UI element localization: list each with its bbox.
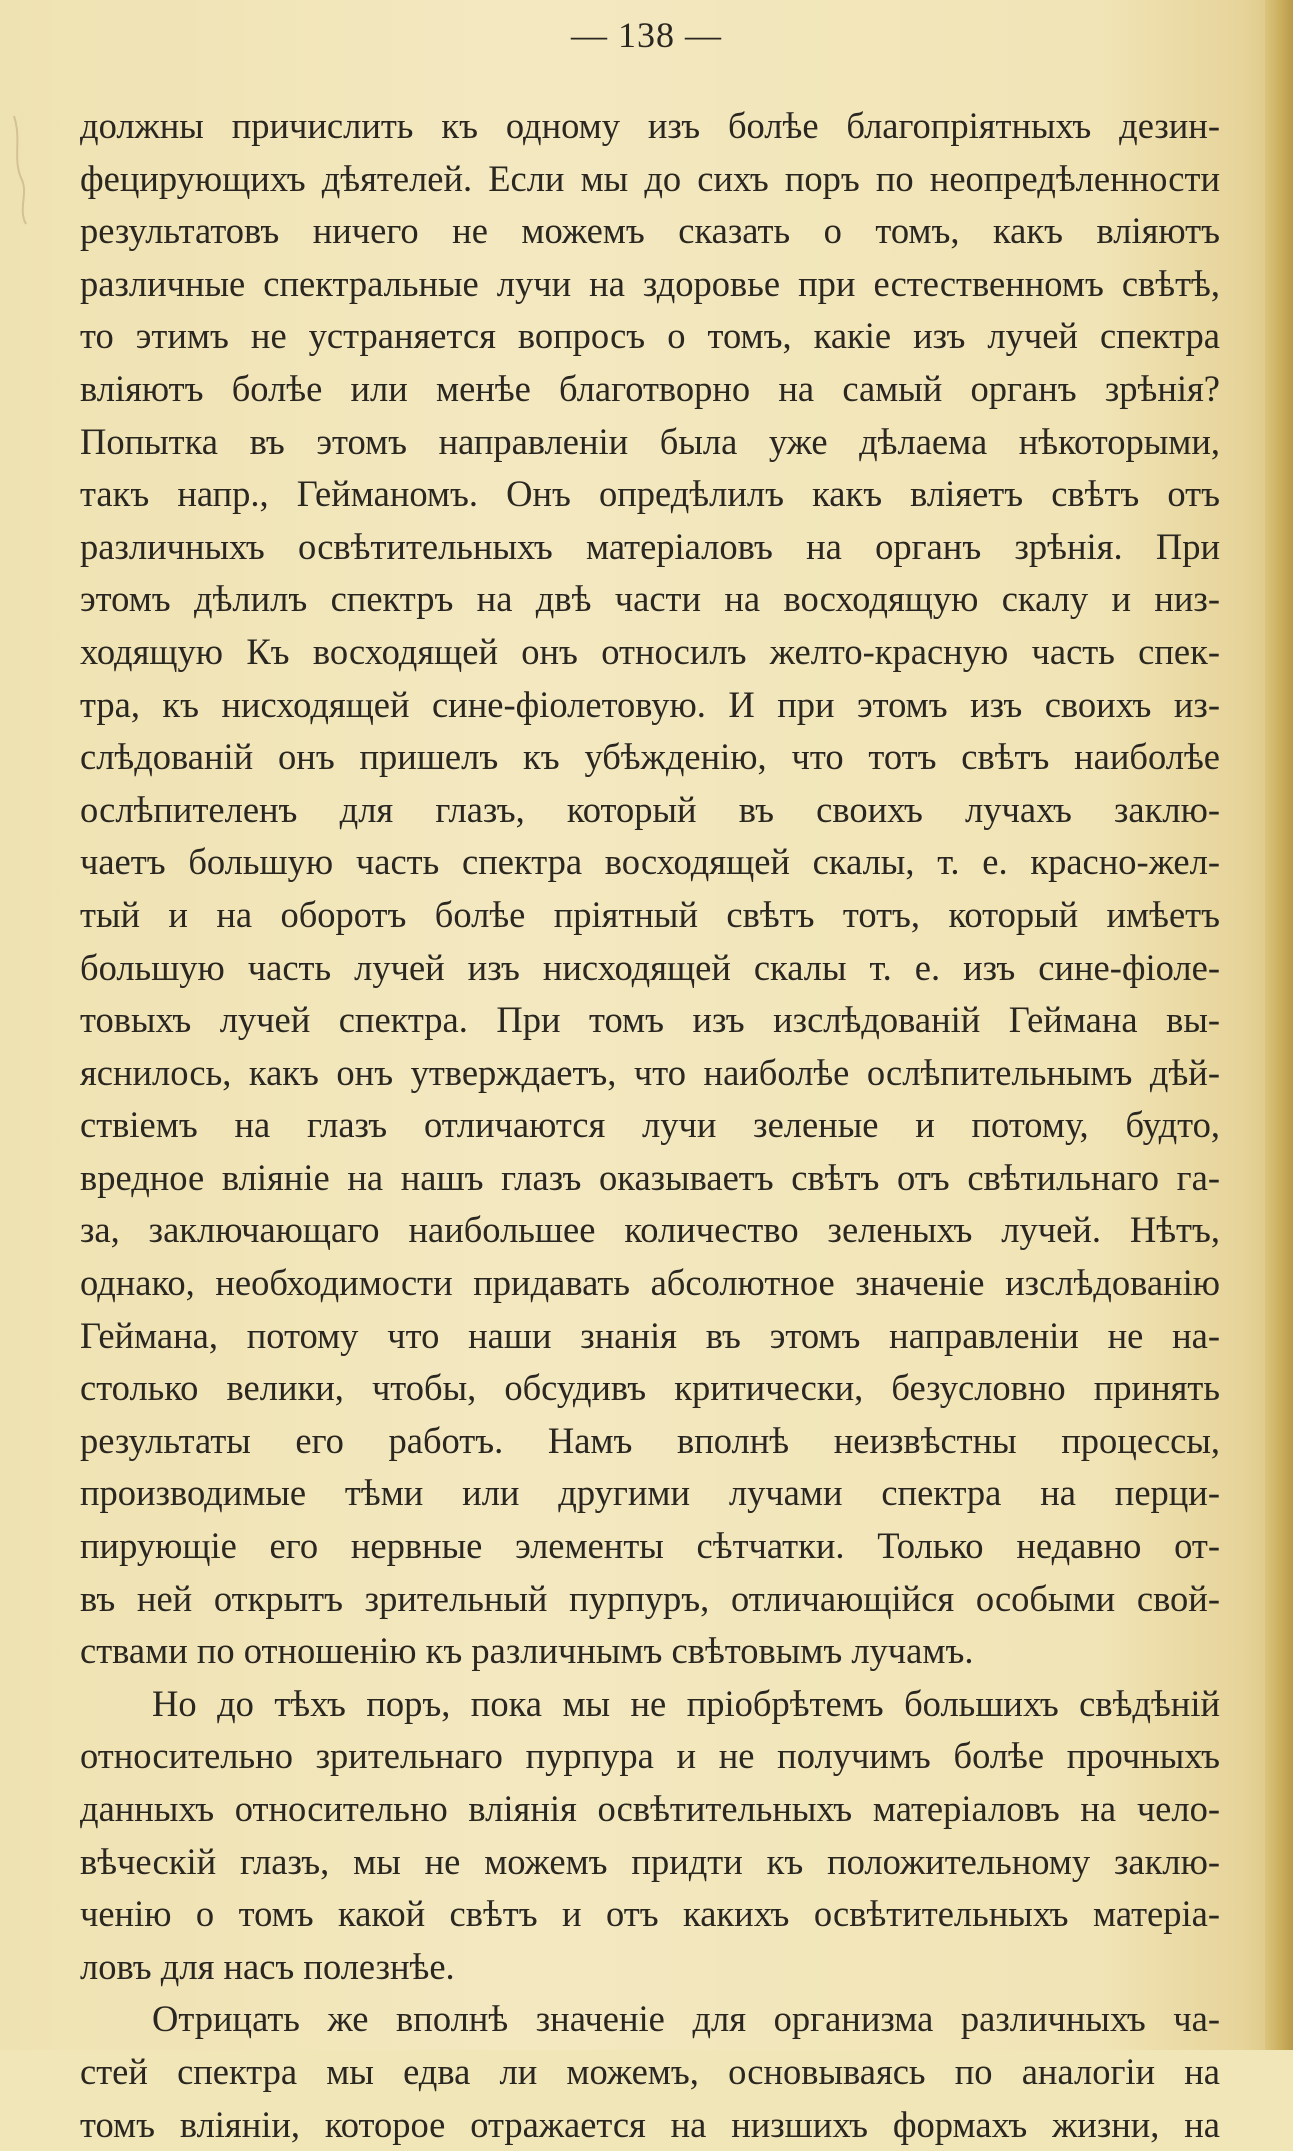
text-line: результатовъ ничего не можемъ сказать о томъ, какъ вліяютъ [80, 210, 1220, 252]
text-line: томъ вліяніи, которое отражается на низшихъ формахъ жизни, на [80, 2103, 1220, 2145]
text-line: Попытка въ этомъ направленіи была уже дѣлаема нѣкоторыми, [80, 420, 1220, 462]
text-line: слѣдованій онъ пришелъ къ убѣжденію, что тотъ свѣтъ наиболѣе [80, 736, 1220, 778]
text-line: Но до тѣхъ поръ, пока мы не пріобрѣтемъ большихъ свѣдѣній [152, 1682, 1220, 1724]
paragraph [80, 100, 1220, 1678]
text-line: однако, необходимости придавать абсолютное значеніе изслѣдованію [80, 1262, 1220, 1304]
text-line: ловъ для насъ полезнѣе. [80, 1945, 455, 1987]
text-line: пирующіе его нервные элементы сѣтчатки. Только недавно от- [80, 1525, 1220, 1567]
text-line: такъ напр., Гейманомъ. Онъ опредѣлилъ какъ вліяетъ свѣтъ отъ [80, 473, 1220, 515]
body-text [80, 100, 1220, 2151]
text-line: чаетъ большую часть спектра восходящей скалы, т. е. красно-жел- [80, 841, 1220, 883]
text-line: вѣческій глазъ, мы не можемъ придти къ положительному заклю- [80, 1840, 1220, 1882]
pencil-margin-mark [8, 110, 54, 230]
text-line: тра, къ нисходящей сине-фіолетовую. И при этомъ изъ своихъ из- [80, 683, 1220, 725]
text-line: большую часть лучей изъ нисходящей скалы т. е. изъ сине-фіоле- [80, 946, 1220, 988]
text-line: должны причислить къ одному изъ болѣе благопріятныхъ дезин- [80, 105, 1220, 146]
paragraph [80, 1993, 1220, 2151]
text-line: Геймана, потому что наши знанія въ этомъ направленіи не на- [80, 1314, 1220, 1356]
text-line: ствами по отношенію къ различнымъ свѣтовымъ лучамъ. [80, 1630, 974, 1672]
text-line: вредное вліяніе на нашъ глазъ оказываетъ свѣтъ отъ свѣтильнаго га- [80, 1156, 1220, 1198]
text-line: ченію о томъ какой свѣтъ и отъ какихъ освѣтительныхъ матеріа- [80, 1893, 1220, 1935]
text-line: за, заключающаго наибольшее количество зеленыхъ лучей. Нѣтъ, [80, 1209, 1220, 1251]
text-line: стей спектра мы едва ли можемъ, основываясь по аналогіи на [80, 2050, 1220, 2092]
text-line: то этимъ не устраняется вопросъ о томъ, какіе изъ лучей спектра [80, 315, 1220, 357]
text-line: столько велики, чтобы, обсудивъ критически, безусловно принять [80, 1367, 1220, 1409]
text-line: фецирующихъ дѣятелей. Если мы до сихъ поръ по неопредѣленности [80, 157, 1220, 199]
text-line: данныхъ относительно вліянія освѣтительныхъ матеріаловъ на чело- [80, 1788, 1220, 1829]
text-line: производимые тѣми или другими лучами спектра на перци- [80, 1472, 1220, 1514]
book-gutter-edge [1265, 0, 1293, 2050]
text-line: различныхъ освѣтительныхъ матеріаловъ на органъ зрѣнія. При [80, 525, 1220, 567]
text-line: вліяютъ болѣе или менѣе благотворно на самый органъ зрѣнія? [80, 367, 1220, 409]
text-line: результаты его работъ. Намъ вполнѣ неизвѣстны процессы, [80, 1419, 1220, 1461]
text-line: ствіемъ на глазъ отличаются лучи зеленые и потому, будто, [80, 1104, 1220, 1146]
text-line: ходящую Къ восходящей онъ относилъ желто-красную часть спек- [80, 630, 1220, 672]
text-line: въ ней открытъ зрительный пурпуръ, отличающійся особыми свой- [80, 1577, 1220, 1619]
page-number: — 138 — [571, 15, 722, 55]
text-line: различные спектральные лучи на здоровье при естественномъ свѣтѣ, [80, 262, 1220, 304]
text-line: относительно зрительнаго пурпура и не получимъ болѣе прочныхъ [80, 1735, 1220, 1777]
text-line: тый и на оборотъ болѣе пріятный свѣтъ тотъ, который имѣетъ [80, 893, 1220, 935]
text-line: Отрицать же вполнѣ значеніе для организма различныхъ ча- [152, 1998, 1220, 2040]
text-line: товыхъ лучей спектра. При томъ изъ изслѣдованій Геймана вы- [80, 999, 1220, 1041]
text-line: яснилось, какъ онъ утверждаетъ, что наиболѣе ослѣпительнымъ дѣй- [80, 1051, 1220, 1093]
text-line: ослѣпителенъ для глазъ, который въ своихъ лучахъ заклю- [80, 788, 1220, 830]
text-line: этомъ дѣлилъ спектръ на двѣ части на восходящую скалу и низ- [80, 578, 1220, 620]
paragraph [80, 1678, 1220, 1994]
